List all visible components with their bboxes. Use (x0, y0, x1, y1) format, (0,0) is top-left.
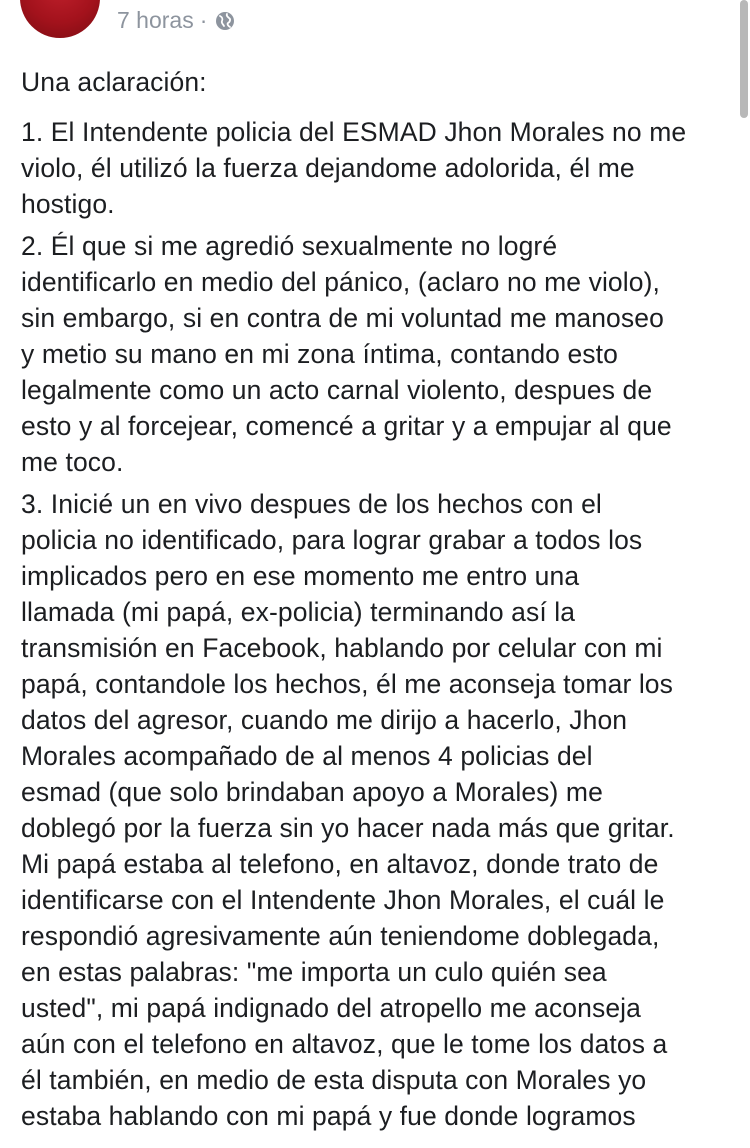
scrollbar[interactable] (740, 0, 748, 118)
post-header (0, 0, 750, 50)
post-meta (117, 6, 235, 34)
post-paragraph-2: 2. Él que si me agredió sexualmente no logré identificarlo en medio del pánico, (aclaro no me violo), sin embargo, si en contra de mi voluntad me manoseo y metio su mano en mi zona íntima, contando esto legalmente como un acto carnal violento, despues de esto y al forcejear, comencé a gritar y a empujar al que me toco. (21, 231, 672, 477)
post-paragraph-3: 3. Inicié un en vivo despues de los hechos con el policia no identificado, para lograr grabar a todos los implicados pero en ese momento me entro una llamada (mi papá, ex-policia) terminando así la transmisión en Facebook, hablando por celular con mi papá, contandole los hechos, él me aconseja tomar los datos del agresor, cuando me dirijo a hacerlo, Jhon Morales acompañado de al menos 4 policias del esmad (que solo brindaban apoyo a Morales) me doblegó por la fuerza sin yo hacer nada más que gritar. Mi papá estaba al telefono, en altavoz, donde trato de identificarse con el Intendente Jhon Morales, el cuál le respondió agresivamente aún teniendome doblegada, en estas palabras: "me importa un culo quién sea usted", mi papá indignado del atropello me aconseja aún con el telefono en altavoz, que le tome los datos a él también, en medio de esta disputa con Morales yo estaba hablando con mi papá y fue donde logramos (21, 489, 675, 1131)
globe-icon[interactable] (215, 10, 235, 30)
avatar[interactable] (20, 0, 100, 38)
post-body (21, 64, 741, 1140)
post-paragraph-intro: Una aclaración: (21, 67, 207, 97)
post-timestamp[interactable]: 7 horas (117, 6, 194, 33)
post-paragraph-1: 1. El Intendente policia del ESMAD Jhon Morales no me violo, él utilizó la fuerza dejandome adolorida, él me hostigo. (21, 117, 687, 219)
meta-separator: · (199, 6, 208, 33)
